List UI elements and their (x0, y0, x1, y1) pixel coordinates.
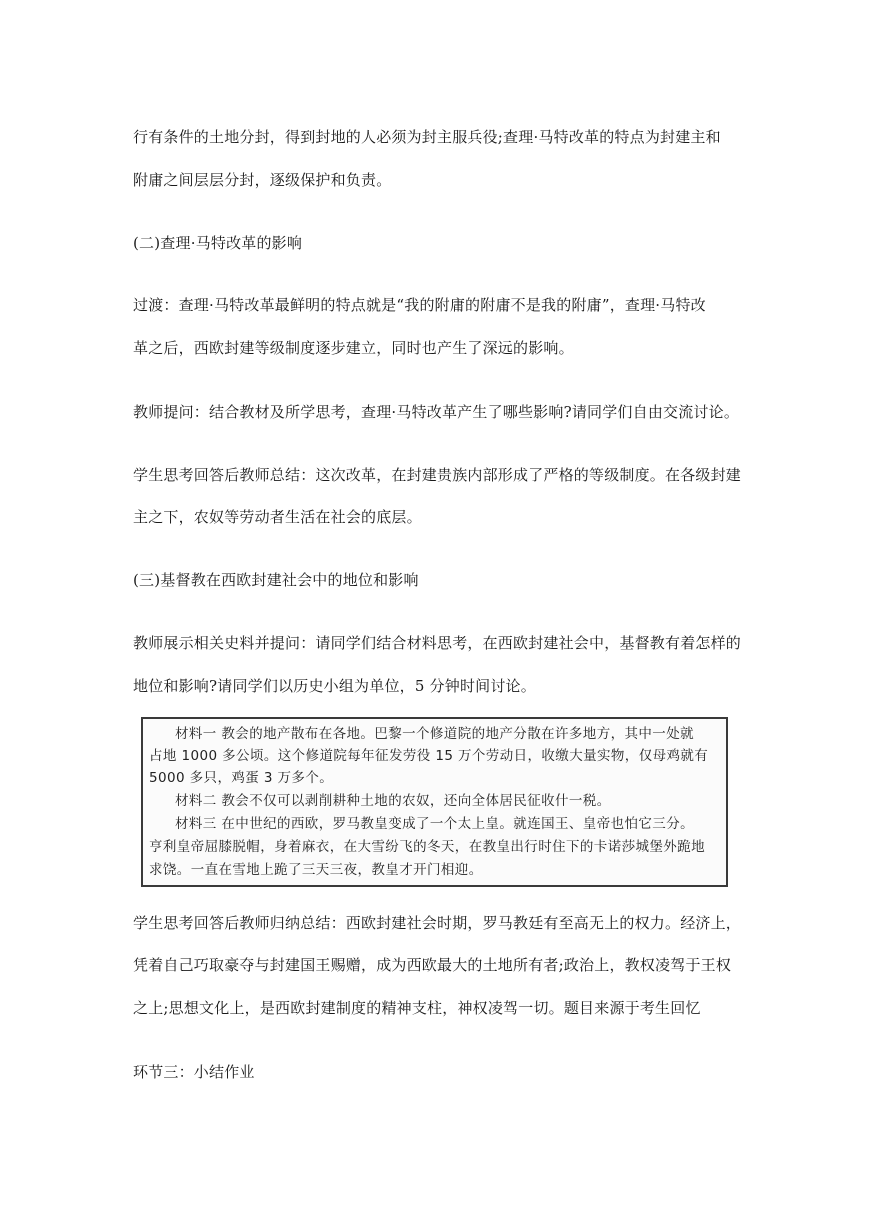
paragraph-line: 附庸之间层层分封，逐级保护和负责。 (133, 171, 392, 189)
section-heading: 环节三：小结作业 (133, 1063, 255, 1081)
paragraph-line: 革之后，西欧封建等级制度逐步建立，同时也产生了深远的影响。 (133, 339, 574, 357)
material-line: 占地 1000 多公顷。这个修道院每年征发劳役 15 万个劳动日，收缴大量实物，仅母鸡就有 (149, 748, 709, 764)
paragraph-line: 学生思考回答后教师总结：这次改革，在封建贵族内部形成了严格的等级制度。在各级封建 (133, 466, 742, 484)
material-line: 材料三 在中世纪的西欧，罗马教皇变成了一个太上皇。就连国王、皇帝也怕它三分。 (175, 816, 694, 832)
paragraph-line: 之上;思想文化上，是西欧封建制度的精神支柱，神权凌驾一切。题目来源于考生回忆 (133, 999, 701, 1017)
material-line: 5000 多只，鸡蛋 3 万多个。 (149, 770, 334, 786)
material-line: 材料一 教会的地产散布在各地。巴黎一个修道院的地产分散在许多地方，其中一处就 (175, 726, 694, 742)
paragraph-line: 过渡：查理·马特改革最鲜明的特点就是“我的附庸的附庸不是我的附庸”，查理·马特改 (133, 296, 706, 314)
section-heading: (二)查理·马特改革的影响 (133, 234, 303, 252)
material-line: 材料二 教会不仅可以剥削耕种土地的农奴，还向全体居民征收什一税。 (175, 793, 611, 809)
material-line: 求饶。一直在雪地上跪了三天三夜，教皇才开门相迎。 (149, 862, 483, 878)
paragraph-line: 教师展示相关史料并提问：请同学们结合材料思考，在西欧封建社会中，基督教有着怎样的 (133, 634, 742, 652)
paragraph-line: 学生思考回答后教师归纳总结：西欧封建社会时期，罗马教廷有至高无上的权力。经济上， (133, 914, 742, 932)
section-heading: (三)基督教在西欧封建社会中的地位和影响 (133, 571, 419, 589)
paragraph-line: 地位和影响?请同学们以历史小组为单位，5 分钟时间讨论。 (133, 677, 536, 695)
paragraph-line: 行有条件的土地分封，得到封地的人必须为封主服兵役;查理·马特改革的特点为封建主和 (133, 128, 721, 146)
historical-materials-box (141, 717, 728, 887)
paragraph-line: 教师提问：结合教材及所学思考，查理·马特改革产生了哪些影响?请同学们自由交流讨论。 (133, 403, 740, 421)
paragraph-line: 凭着自己巧取豪夺与封建国王赐赠，成为西欧最大的土地所有者;政治上，教权凌驾于王权 (133, 956, 732, 974)
material-line: 亨利皇帝屈膝脱帽，身着麻衣，在大雪纷飞的冬天，在教皇出行时住下的卡诺莎城堡外跪地 (149, 839, 705, 855)
paragraph-line: 主之下，农奴等劳动者生活在社会的底层。 (133, 508, 422, 526)
